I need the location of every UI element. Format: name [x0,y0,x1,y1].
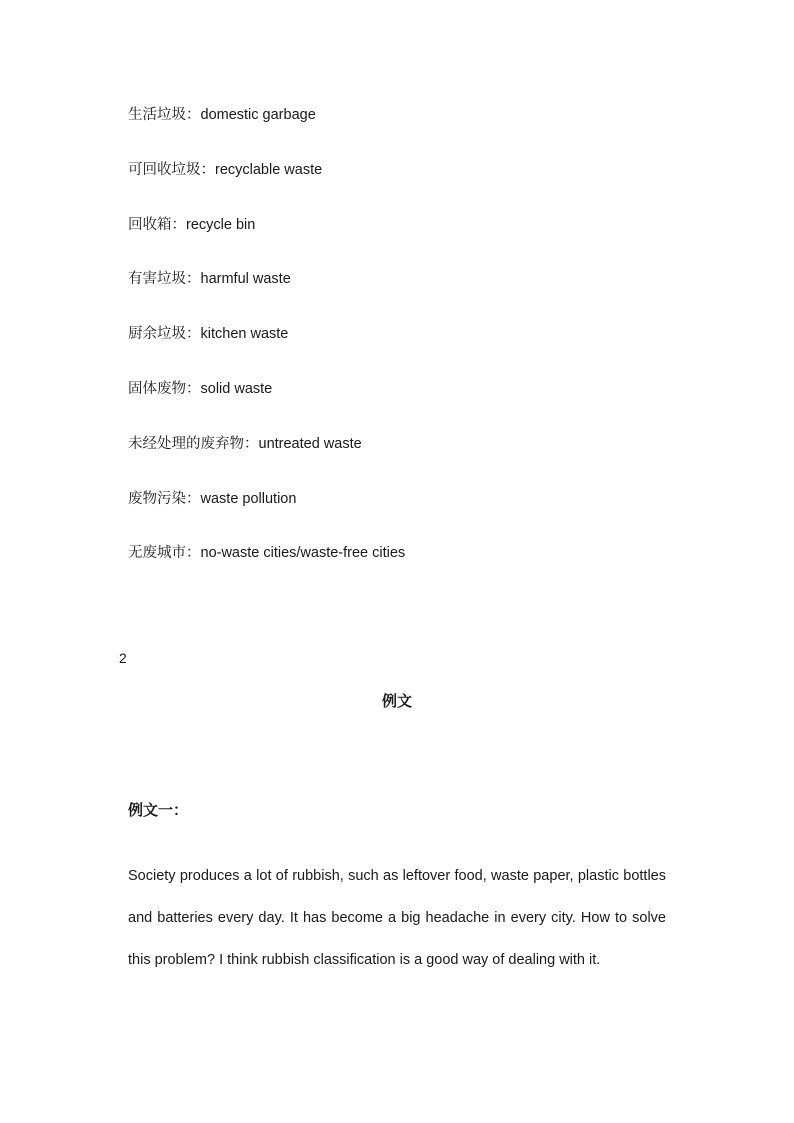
essay-paragraph: Society produces a lot of rubbish, such as leftover food, waste paper, plastic bottles and batteries every day. It has become a big headache in every city. How to solve this problem? I think rubbish classification is a good way of dealing with it. [128,868,666,968]
vocab-translation: recyclable waste [215,161,323,178]
vocab-separator: ： [171,216,186,233]
vocab-translation: solid waste [200,380,273,397]
vocab-translation: harmful waste [200,271,291,288]
vocab-separator: ： [186,107,201,123]
section-title: 例文 [381,693,412,710]
vocab-term: 厨余垃圾 [128,326,186,343]
vocab-term: 生活垃圾 [128,107,186,123]
vocab-translation: kitchen waste [200,326,289,343]
vocabulary-item [128,159,405,214]
vocab-term: 废物污染 [128,490,186,507]
page-number: 2 [119,650,127,666]
vocab-term: 回收箱 [128,216,172,233]
vocab-term: 未经处理的废弃物 [128,435,244,452]
vocab-separator: ： [200,161,215,178]
vocab-term: 可回收垃圾 [128,161,201,178]
vocab-translation: recycle bin [186,216,256,233]
vocabulary-item [128,323,405,378]
vocab-separator: ： [186,490,201,507]
vocab-translation: waste pollution [200,490,297,507]
vocabulary-item [128,214,405,269]
vocabulary-item [128,268,405,323]
vocab-separator: ： [186,545,201,562]
vocabulary-item [128,542,405,597]
vocab-term: 有害垃圾 [128,271,186,288]
vocabulary-item [128,488,405,543]
vocab-term: 无废城市 [128,545,186,562]
vocabulary-item [128,433,405,488]
vocab-separator: ： [186,271,201,288]
vocab-translation: domestic garbage [200,107,316,123]
vocab-separator: ： [186,326,201,343]
vocab-translation: untreated waste [258,435,362,452]
essay-heading: 例文一： [128,802,189,819]
vocab-separator: ： [186,380,201,397]
vocab-term: 固体废物 [128,380,186,397]
vocabulary-item [128,378,405,433]
vocab-separator: ： [244,435,259,452]
vocabulary-item [128,104,405,159]
vocab-translation: no-waste cities/waste-free cities [200,545,406,562]
vocabulary-list [128,104,405,597]
